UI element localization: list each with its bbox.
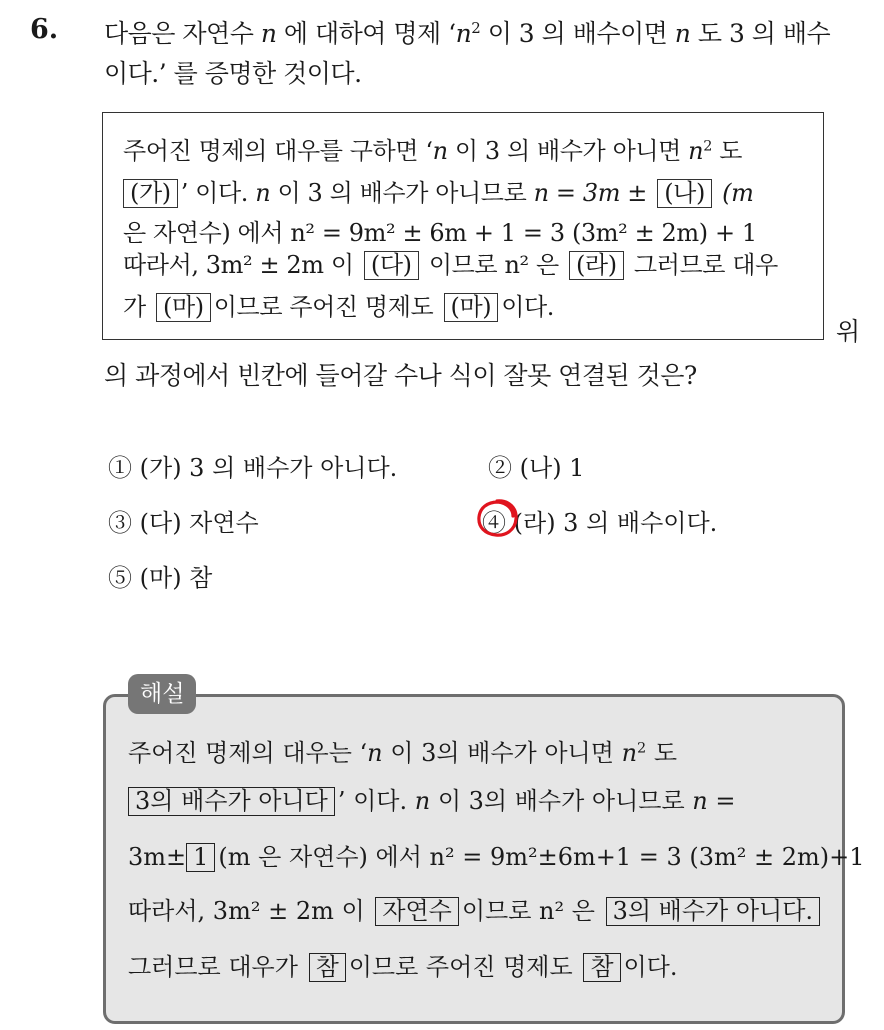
var-n: n bbox=[432, 137, 448, 165]
choice-number: ④ bbox=[482, 509, 506, 537]
trailing-char: 위 bbox=[836, 317, 861, 346]
proof-text: 그러므로 대우 bbox=[633, 251, 778, 279]
solution-text: (m 은 자연수) 에서 n² = 9m²±6m+1 = 3 (3m² ± 2m)+1 bbox=[218, 843, 865, 871]
choice-1[interactable] bbox=[108, 448, 397, 483]
answer-box-5: 참 bbox=[309, 953, 346, 982]
equation: n = 3m ± bbox=[533, 179, 647, 207]
choice-number: ① bbox=[108, 454, 132, 482]
blank-ma-2: (마) bbox=[444, 293, 499, 322]
blank-ga: (가) bbox=[123, 179, 178, 208]
answer-box-2: 1 bbox=[186, 843, 215, 872]
proof-text: 이므로 주어진 명제도 bbox=[213, 293, 434, 321]
proof-text: 이다. bbox=[501, 293, 555, 321]
solution-line-4 bbox=[128, 891, 823, 926]
proof-text: 이 3 의 배수가 아니면 bbox=[454, 137, 681, 165]
solution-text: 이므로 n² 은 bbox=[461, 897, 595, 925]
choice-number: ③ bbox=[108, 509, 132, 537]
var-n: n bbox=[455, 19, 472, 48]
blank-da: (다) bbox=[364, 251, 419, 280]
solution-text: 이 3의 배수가 아니므로 bbox=[437, 787, 685, 815]
question-stem-line-2: 이다.’ 를 증명한 것이다. bbox=[104, 59, 362, 88]
var-n: n bbox=[688, 137, 704, 165]
solution-text: = bbox=[715, 787, 736, 815]
answer-box-6: 참 bbox=[583, 953, 620, 982]
solution-text: 그러므로 대우가 bbox=[128, 953, 298, 981]
solution-text: 이 3의 배수가 아니면 bbox=[390, 739, 614, 767]
solution-text: 주어진 명제의 대우는 ‘ bbox=[128, 739, 368, 767]
stem-text: 도 3 의 배수 bbox=[697, 19, 831, 48]
answer-mark-icon bbox=[474, 496, 520, 540]
proof-text: 이므로 n² 은 bbox=[428, 251, 559, 279]
proof-text: ’ 이다. bbox=[180, 179, 248, 207]
var-n: n bbox=[367, 739, 383, 767]
var-n: n bbox=[674, 19, 691, 48]
choice-text: (가) 3 의 배수가 아니다. bbox=[139, 454, 398, 482]
choice-5[interactable] bbox=[108, 558, 212, 593]
solution-text: 따라서, 3m² ± 2m 이 bbox=[128, 897, 365, 925]
exponent: 2 bbox=[471, 19, 481, 37]
exponent: 2 bbox=[637, 740, 647, 757]
solution-line-1 bbox=[128, 733, 677, 768]
solution-badge: 해설 bbox=[128, 674, 196, 714]
proof-box bbox=[102, 112, 824, 340]
solution-line-2 bbox=[128, 781, 736, 816]
proof-line-5 bbox=[123, 287, 554, 322]
stem-text: 다음은 자연수 bbox=[104, 19, 254, 48]
proof-text: 따라서, 3m² ± 2m 이 bbox=[123, 251, 354, 279]
proof-line-3: 은 자연수) 에서 n² = 9m² ± 6m + 1 = 3 (3m² ± 2m) + 1 bbox=[123, 219, 757, 247]
solution-text: 도 bbox=[653, 739, 678, 767]
choice-2[interactable] bbox=[488, 448, 584, 483]
choice-text: (마) 참 bbox=[139, 564, 213, 592]
solution-text: 3m± bbox=[128, 843, 187, 871]
question-number: 6. bbox=[30, 14, 59, 45]
solution-line-3 bbox=[128, 837, 865, 872]
solution-text: ’ 이다. bbox=[337, 787, 408, 815]
exponent: 2 bbox=[703, 138, 712, 155]
proof-text: 이 3 의 배수가 아니므로 bbox=[277, 179, 527, 207]
proof-line-1 bbox=[123, 131, 742, 166]
stem-text: 이 3 의 배수이면 bbox=[487, 19, 668, 48]
proof-line-4 bbox=[123, 245, 778, 280]
var-n: n bbox=[692, 787, 708, 815]
answer-box-3: 자연수 bbox=[375, 897, 459, 926]
proof-line-2 bbox=[123, 173, 754, 208]
blank-ma: (마) bbox=[156, 293, 211, 322]
choice-text: (라) 3 의 배수이다. bbox=[513, 509, 718, 537]
choice-3[interactable] bbox=[108, 503, 259, 538]
blank-na: (나) bbox=[657, 179, 712, 208]
stem-text: 에 대하여 명제 ‘ bbox=[283, 19, 456, 48]
choice-text: (나) 1 bbox=[519, 454, 585, 482]
var-n: n bbox=[260, 19, 277, 48]
var-n: n bbox=[255, 179, 271, 207]
answer-box-1: 3의 배수가 아니다 bbox=[128, 787, 335, 816]
solution-text: 이다. bbox=[623, 953, 678, 981]
solution-box bbox=[103, 694, 865, 1024]
question-stem-line-1 bbox=[104, 14, 830, 50]
var-n: n bbox=[414, 787, 431, 815]
proof-text: 도 bbox=[719, 137, 743, 165]
solution-line-5 bbox=[128, 947, 678, 982]
proof-text: 가 bbox=[123, 293, 146, 321]
blank-ra: (라) bbox=[569, 251, 624, 280]
solution-text: 이므로 주어진 명제도 bbox=[348, 953, 573, 981]
answer-box-4: 3의 배수가 아니다. bbox=[606, 897, 820, 926]
var-n: n bbox=[621, 739, 638, 767]
proof-text: 주어진 명제의 대우를 구하면 ‘ bbox=[123, 137, 433, 165]
choice-number: ⑤ bbox=[108, 564, 132, 592]
choice-number: ② bbox=[488, 454, 512, 482]
proof-text: (m bbox=[722, 179, 754, 207]
choice-text: (다) 자연수 bbox=[139, 509, 259, 537]
question-prompt: 의 과정에서 빈칸에 들어갈 수나 식이 잘못 연결된 것은? bbox=[104, 361, 697, 390]
